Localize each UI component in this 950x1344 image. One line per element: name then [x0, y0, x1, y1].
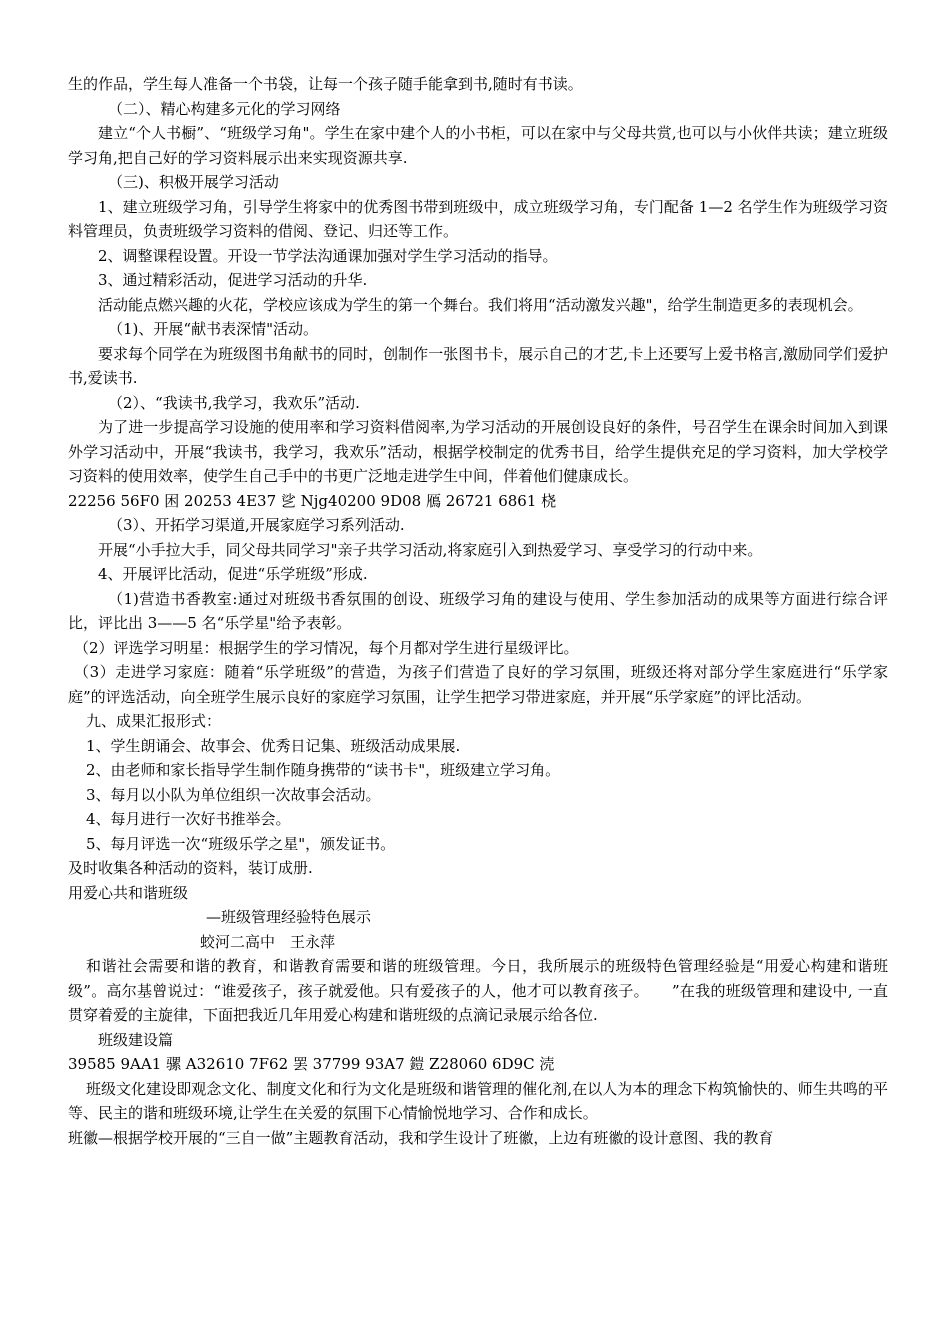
document-page: [68, 72, 888, 1150]
article-title: 用爱心共和谐班级: [68, 883, 189, 902]
paragraph: 建立“个人书橱”、“班级学习角"。学生在家中建个人的小书柜，可以在家中与父母共赏,也可以与小伙伴共读；建立班级学习角,把自己好的学习资料展示出来实现资源共享.: [68, 124, 888, 167]
section-heading: 九、成果汇报形式：: [86, 712, 222, 730]
paragraph: 1、建立班级学习角，引导学生将家中的优秀图书带到班级中，成立班级学习角，专门配备 1—2 名学生作为班级学习资料管理员，负责班级学习资料的借阅、登记、归还等工作。: [68, 197, 888, 240]
sub-heading: （2）、“我读书,我学习，我欢乐”活动.: [108, 393, 360, 412]
list-item: 2、由老师和家长指导学生制作随身携带的“读书卡"，班级建立学习角。: [86, 761, 561, 779]
paragraph: 要求每个同学在为班级图书角献书的同时，创制作一张图书卡，展示自己的才艺,卡上还要写上爱书格言,激励同学们爱护书,爱读书.: [68, 344, 888, 387]
paragraph: 4、开展评比活动，促进“乐学班级”形成.: [98, 565, 368, 583]
section-heading: （三)、积极开展学习活动: [108, 173, 279, 191]
paragraph: 生的作品，学生每人准备一个书袋，让每一个孩子随手能拿到书,随时有书读。: [68, 75, 583, 93]
list-item: 4、每月进行一次好书推举会。: [86, 810, 291, 828]
paragraph: （2）评选学习明星：根据学生的学习情况，每个月都对学生进行星级评比。: [74, 638, 579, 657]
section-heading: 班级建设篇: [98, 1030, 174, 1049]
paragraph: （1)营造书香教室:通过对班级书香氛围的创设、班级学习角的建设与使用、学生参加活动的成果等方面进行综合评比，评比出 3——5 名“乐学星"给予表彰。: [68, 589, 888, 632]
paragraph: 活动能点燃兴趣的火花，学校应该成为学生的第一个舞台。我们将用“活动激发兴趣"，给学生制造更多的表现机会。: [98, 295, 863, 314]
section-heading: （二）、精心构建多元化的学习网络: [108, 99, 341, 118]
list-item: 3、每月以小队为单位组织一次故事会活动。: [86, 785, 381, 804]
paragraph: 班徽—根据学校开展的“三自一做”主题教育活动，我和学生设计了班徽，上边有班徽的设计意图、我的教育: [68, 1128, 774, 1147]
paragraph: 为了进一步提高学习设施的使用率和学习资料借阅率,为学习活动的开展创设良好的条件，号召学生在课余时间加入到课外学习活动中，开展“我读书，我学习，我欢乐”活动，根据学校制定的优秀书目，给学生提供充足的学习资料，加大学校学习资料的使用效率，使学生自己手中的书更广泛地走进学生中间，伴着他们健康成长。: [68, 418, 888, 485]
paragraph: （3）走进学习家庭：随着“乐学班级”的营造，为孩子们营造了良好的学习氛围，班级还将对部分学生家庭进行“乐学家庭”的评选活动，向全班学生展示良好的家庭学习氛围，让学生把学习带进家庭，并开展“乐学家庭”的评比活动。: [68, 663, 888, 706]
sub-heading: （1)、开展“献书表深情"活动。: [108, 320, 318, 338]
garbled-line: 22256 56F0 困 20253 4E37 乷 Njg40200 9D08 鴈 26721 6861 桡: [68, 491, 557, 510]
paragraph: 2、调整课程设置。开设一节学法沟通课加强对学生学习活动的指导。: [98, 246, 558, 265]
sub-heading: （3）、开拓学习渠道,开展家庭学习系列活动.: [108, 516, 405, 534]
paragraph: 班级文化建设即观念文化、制度文化和行为文化是班级和谐管理的催化剂,在以人为本的理念下构筑愉快的、师生共鸣的平等、民主的谐和班级环境,让学生在关爱的氛围下心情愉悦地学习、合作和成长。: [68, 1079, 888, 1122]
article-author: 蛟河二高中 王永萍: [200, 932, 336, 951]
article-subtitle: —班级管理经验特色展示: [206, 908, 372, 926]
list-item: 5、每月评选一次“班级乐学之星"，颁发证书。: [86, 834, 396, 853]
paragraph: 和谐社会需要和谐的教育，和谐教育需要和谐的班级管理。今日，我所展示的班级特色管理经验是“用爱心构建和谐班级”。高尔基曾说过：“谁爱孩子，孩子就爱他。只有爱孩子的人，他才可以教育孩子。 ”在我的班级管理和建设中, 一直贯穿着爱的主旋律，下面把我近几年用爱心构建和谐班级的点滴记录展示给各位.: [68, 957, 888, 1024]
list-item: 1、学生朗诵会、故事会、优秀日记集、班级活动成果展.: [86, 736, 461, 755]
paragraph: 3、通过精彩活动，促进学习活动的升华.: [98, 271, 368, 289]
paragraph: 及时收集各种活动的资料，装订成册.: [68, 859, 313, 877]
garbled-line: 39585 9AA1 骡 A32610 7F62 罢 37799 93A7 鎧 Z28060 6D9C 涜: [68, 1055, 555, 1073]
paragraph: 开展“小手拉大手，同父母共同学习"亲子共学习活动,将家庭引入到热爱学习、享受学习的行动中来。: [98, 540, 763, 559]
